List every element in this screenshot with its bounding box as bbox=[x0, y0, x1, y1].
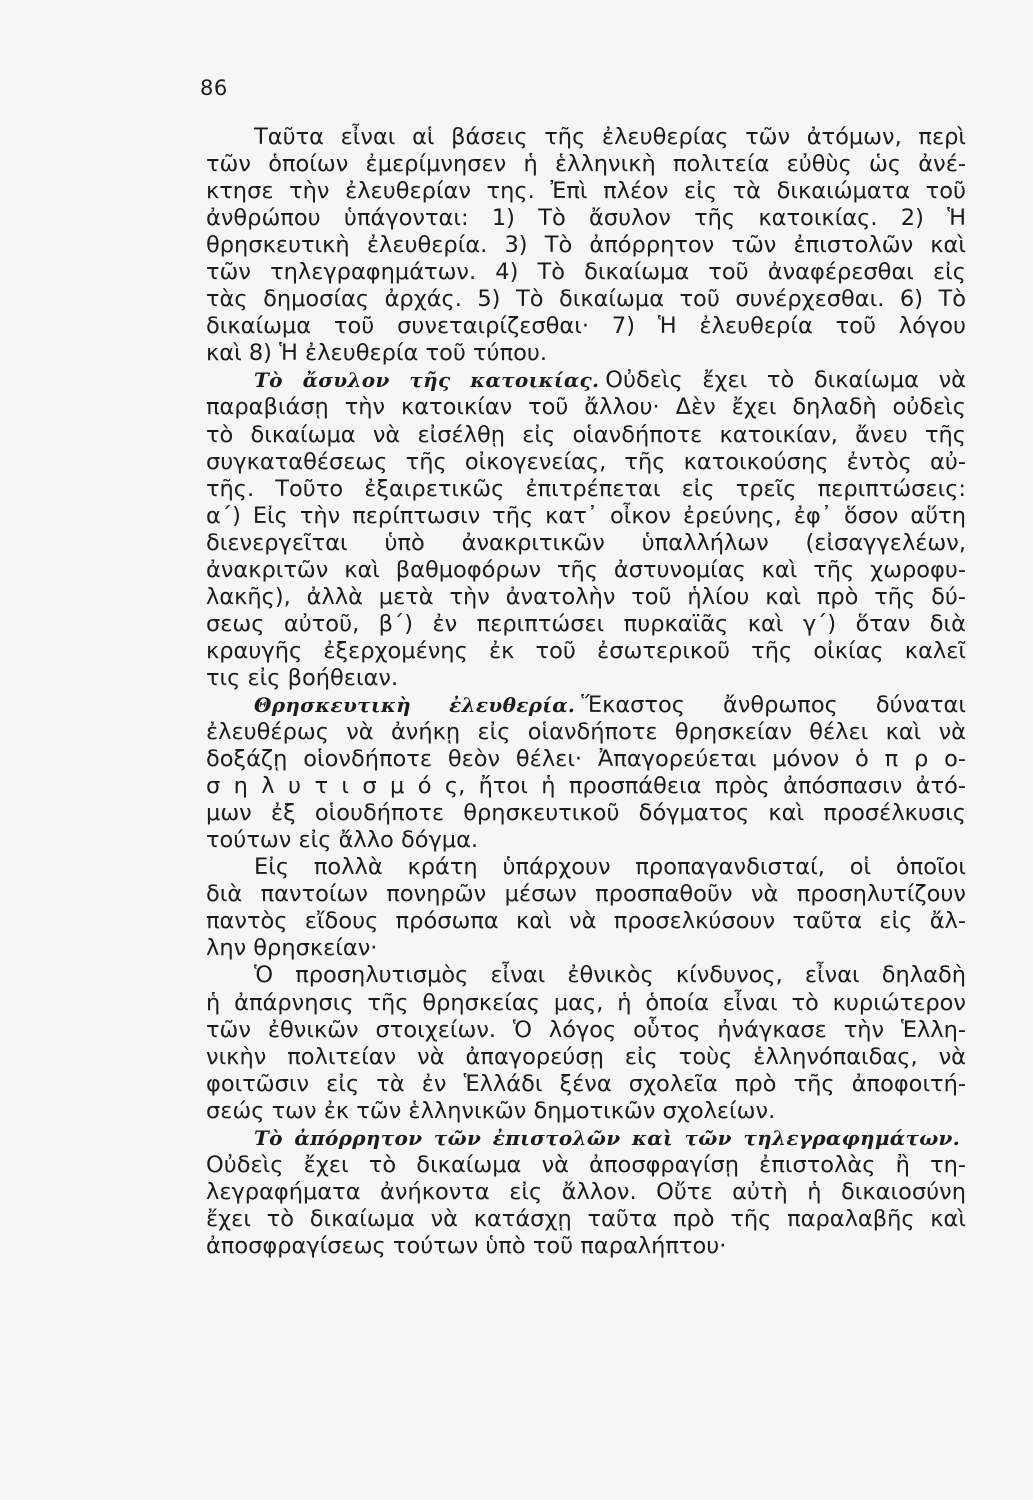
line-text: σεως αὐτοῦ, β΄) ἐν περιπτώσει πυρκαϊᾶς καὶ γ΄) ὅταν διὰ bbox=[206, 610, 966, 637]
text-line bbox=[206, 313, 966, 340]
line-text: Οὐδεὶς ἔχει τὸ δικαίωμα νὰ bbox=[605, 367, 966, 394]
text-line bbox=[206, 638, 966, 665]
text-line bbox=[206, 422, 966, 449]
text-line bbox=[206, 1044, 966, 1071]
text-line bbox=[206, 232, 966, 259]
line-text: κτησε τὴν ἐλευθερίαν της. Ἐπὶ πλέον εἰς τὰ δικαιώματα τοῦ bbox=[206, 178, 966, 205]
line-text: λακῆς), ἀλλὰ μετὰ τὴν ἀνατολὴν τοῦ ἡλίου καὶ πρὸ τῆς δύ- bbox=[206, 583, 966, 610]
text-line bbox=[206, 800, 966, 827]
line-text: θρησκευτικὴ ἐλευθερία. 3) Τὸ ἀπόρρητον τῶν ἐπιστολῶν καὶ bbox=[206, 232, 966, 259]
text-line bbox=[206, 124, 966, 151]
text-line bbox=[206, 719, 966, 746]
line-text: Ἕκαστος ἄνθρωπος δύναται bbox=[581, 691, 967, 718]
text-line bbox=[206, 1179, 966, 1206]
line-text: Εἰς πολλὰ κράτη ὑπάρχουν προπαγανδισταί, οἱ ὁποῖοι bbox=[254, 854, 966, 881]
text-line bbox=[206, 476, 966, 503]
line-text: καὶ 8) Ἡ ἐλευθερία τοῦ τύπου. bbox=[206, 340, 548, 367]
line-text: κραυγῆς ἐξερχομένης ἐκ τοῦ ἐσωτερικοῦ τῆς οἰκίας καλεῖ bbox=[206, 637, 966, 664]
text-line bbox=[206, 881, 966, 908]
text-line bbox=[206, 962, 966, 989]
line-text: λεγραφήματα ἀνήκοντα εἰς ἄλλον. Οὔτε αὐτὴ ἡ δικαιοσύνη bbox=[206, 1178, 966, 1205]
text-line bbox=[206, 151, 966, 178]
line-text: τὰς δημοσίας ἀρχάς. 5) Τὸ δικαίωμα τοῦ συνέρχεσθαι. 6) Τὸ bbox=[206, 286, 966, 313]
line-text: παραβιάσῃ τὴν κατοικίαν τοῦ ἄλλου· Δὲν ἔχει δηλαδὴ οὐδεὶς bbox=[206, 394, 966, 421]
section-heading: Θρησκευτικὴ ἐλευθερία. bbox=[254, 692, 576, 717]
line-text: τῶν ἐθνικῶν στοιχείων. Ὁ λόγος οὗτος ἠνάγκασε τὴν Ἑλλη- bbox=[206, 1016, 966, 1043]
text-line bbox=[206, 908, 966, 935]
line-text: διὰ παντοίων πονηρῶν μέσων προσπαθοῦν νὰ προσηλυτίζουν bbox=[206, 881, 966, 908]
line-text: τὸ δικαίωμα νὰ εἰσέλθῃ εἰς οἱανδήποτε κατοικίαν, ἄνευ τῆς bbox=[206, 421, 966, 448]
line-text: ἔχει τὸ δικαίωμα νὰ κατάσχῃ ταῦτα πρὸ τῆς παραλαβῆς καὶ bbox=[206, 1205, 966, 1232]
text-line bbox=[206, 1206, 966, 1233]
text-line bbox=[206, 692, 966, 719]
text-line bbox=[206, 990, 966, 1017]
text-line bbox=[206, 827, 966, 854]
line-text: νικὴν πολιτείαν νὰ ἀπαγορεύσῃ εἰς τοὺς ἑλληνόπαιδας, νὰ bbox=[206, 1043, 966, 1070]
text-line bbox=[206, 449, 966, 476]
text-line bbox=[206, 1125, 966, 1152]
line-text: λην θρησκείαν· bbox=[206, 935, 378, 962]
line-text: Οὐδεὶς ἔχει τὸ δικαίωμα νὰ ἀποσφραγίσῃ ἐπιστολὰς ἢ τη- bbox=[206, 1151, 966, 1178]
text-line bbox=[206, 584, 966, 611]
line-text: παντὸς εἴδους πρόσωπα καὶ νὰ προσελκύσουν ταῦτα εἰς ἄλ- bbox=[206, 908, 966, 935]
text-line bbox=[206, 1098, 966, 1125]
line-text: τῶν τηλεγραφημάτων. 4) Τὸ δικαίωμα τοῦ ἀναφέρεσθαι εἰς bbox=[206, 259, 966, 286]
line-text: τῆς. Τοῦτο ἐξαιρετικῶς ἐπιτρέπεται εἰς τρεῖς περιπτώσεις: bbox=[206, 475, 966, 502]
text-line bbox=[206, 1233, 966, 1260]
line-text: ἡ ἀπάρνησις τῆς θρησκείας μας, ἡ ὁποία εἶναι τὸ κυριώτερον bbox=[206, 989, 966, 1016]
line-text: τούτων εἰς ἄλλο δόγμα. bbox=[206, 827, 479, 854]
text-line bbox=[206, 557, 966, 584]
line-text: διενεργεῖται ὑπὸ ἀνακριτικῶν ὑπαλλήλων (εἰσαγγελέων, bbox=[206, 529, 966, 556]
line-text: δικαίωμα τοῦ συνεταιρίζεσθαι· 7) Ἡ ἐλευθερία τοῦ λόγου bbox=[206, 313, 966, 340]
line-text: μων ἐξ οἱουδήποτε θρησκευτικοῦ δόγματος καὶ προσέλκυσις bbox=[206, 800, 966, 827]
text-line bbox=[206, 1152, 966, 1179]
text-line bbox=[206, 367, 966, 394]
line-text: σεώς των ἐκ τῶν ἑλληνικῶν δημοτικῶν σχολείων. bbox=[206, 1097, 776, 1124]
line-text: ἐλευθέρως νὰ ἀνήκῃ εἰς οἱανδήποτε θρησκείαν θέλει καὶ νὰ bbox=[206, 719, 966, 746]
line-text: συγκαταθέσεως τῆς οἰκογενείας, τῆς κατοικούσης ἐντὸς αὐ- bbox=[206, 448, 966, 475]
text-line bbox=[206, 503, 966, 530]
text-line bbox=[206, 1017, 966, 1044]
line-text: σ η λ υ τ ι σ μ ό ς, ἤτοι ἡ προσπάθεια πρὸς ἀπόσπασιν ἀτό- bbox=[206, 773, 966, 800]
page-number: 86 bbox=[200, 76, 228, 100]
text-line bbox=[206, 746, 966, 773]
line-text: τῶν ὁποίων ἐμερίμνησεν ἡ ἑλληνικὴ πολιτεία εὐθὺς ὡς ἀνέ- bbox=[206, 151, 966, 178]
line-text: ἀποσφραγίσεως τούτων ὑπὸ τοῦ παραλήπτου· bbox=[206, 1232, 727, 1259]
text-line bbox=[206, 1071, 966, 1098]
text-line bbox=[206, 773, 966, 800]
line-text: δοξάζῃ οἱονδήποτε θεὸν θέλει· Ἀπαγορεύεται μόνον ὁ π ρ ο- bbox=[206, 746, 966, 773]
line-text: φοιτῶσιν εἰς τὰ ἐν Ἑλλάδι ξένα σχολεῖα πρὸ τῆς ἀποφοιτή- bbox=[206, 1070, 966, 1097]
text-line bbox=[206, 286, 966, 313]
line-text: Ὁ προσηλυτισμὸς εἶναι ἐθνικὸς κίνδυνος, εἶναι δηλαδὴ bbox=[254, 962, 966, 989]
text-line bbox=[206, 530, 966, 557]
line-text: τις εἰς βοήθειαν. bbox=[206, 664, 399, 691]
line-text: α΄) Εἰς τὴν περίπτωσιν τῆς κατ᾽ οἶκον ἐρεύνης, ἐφ᾽ ὅσον αὕτη bbox=[206, 502, 966, 529]
text-line bbox=[206, 665, 966, 692]
line-text: ἀνθρώπου ὑπάγονται: 1) Τὸ ἄσυλον τῆς κατοικίας. 2) Ἡ bbox=[206, 205, 966, 232]
text-line bbox=[206, 611, 966, 638]
section-heading: Τὸ ἀπόρρητον τῶν ἐπιστολῶν καὶ τῶν τηλεγραφημάτων. bbox=[254, 1125, 960, 1150]
text-line bbox=[206, 178, 966, 205]
line-text: ἀνακριτῶν καὶ βαθμοφόρων τῆς ἀστυνομίας καὶ τῆς χωροφυ- bbox=[206, 556, 966, 583]
text-column bbox=[206, 124, 966, 1260]
text-line bbox=[206, 340, 966, 367]
text-line bbox=[206, 394, 966, 421]
text-line bbox=[206, 854, 966, 881]
section-heading: Τὸ ἄσυλον τῆς κατοικίας. bbox=[254, 368, 600, 393]
text-line bbox=[206, 259, 966, 286]
line-text: Ταῦτα εἶναι αἱ βάσεις τῆς ἐλευθερίας τῶν ἀτόμων, περὶ bbox=[254, 124, 966, 150]
text-line bbox=[206, 935, 966, 962]
text-line bbox=[206, 205, 966, 232]
